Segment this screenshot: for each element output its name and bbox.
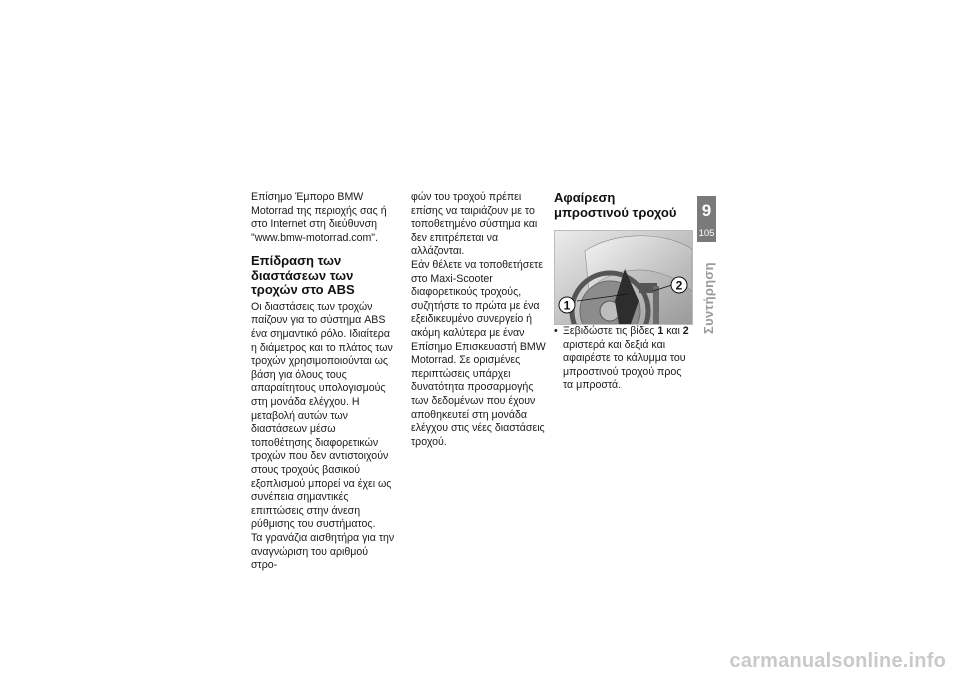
callout-2: 2 [675, 278, 683, 293]
wheels-paragraph: Εάν θέλετε να τοποθετήσετε στο Maxi-Scooter διαφορετικούς τροχούς, συζητήστε το πρώτα με ένα εξειδικευμένο συνεργείο ή ακόμη καλύτερα με έναν Επίσημο Επισκευαστή BMW Motorrad. Σε ορισμένες περιπτώσεις υπάρχει δυνατότητα προσαρμογής των δεδομένων που έχουν αποθηκευτεί στη μονάδα ελέγχου στις νέες διαστάσεις τροχού. [411, 258, 546, 448]
bullet-and: και [666, 325, 680, 337]
remove-wheel-heading: Αφαίρεση μπροστινού τροχού [554, 190, 677, 220]
bullet-text-pre: Ξεβιδώστε τις βίδες [563, 325, 655, 337]
continuation-paragraph: φών του τροχού πρέπει επίσης να ταιριάζουν με το τοποθετημένο σύστημα και δεν επιτρέπεται να αλλάζονται. [411, 191, 538, 258]
watermark: carmanualsonline.info [729, 650, 946, 672]
abs-heading: Επίδραση των διαστάσεων των τροχών στο ABS [251, 253, 355, 298]
screw-ref-1: 1 [657, 325, 664, 337]
sensor-paragraph: Τα γρανάζια αισθητήρα για την αναγνώριση του αριθμού στρο- [251, 531, 395, 572]
section-label: Συντήρηση [701, 262, 716, 334]
chapter-number: 9 [701, 201, 712, 220]
front-wheel-figure [554, 230, 693, 325]
screw-ref-2: 2 [682, 325, 689, 337]
instruction-bullet [554, 325, 692, 393]
text-column-3 [554, 191, 692, 393]
page-number: 105 [698, 228, 715, 239]
bullet-dot: • [554, 325, 558, 337]
front-wheel-illustration [555, 231, 692, 324]
callout-1: 1 [563, 298, 571, 313]
text-column-2 [411, 191, 548, 449]
abs-paragraph: Οι διαστάσεις των τροχών παίζουν για το σύστημα ABS ένα σημαντικό ρόλο. Ιδιαίτερα η διάμετρος και το πλάτος των τροχών χρησιμοποιούνται ως βάση για όλους τους απαραίτητους υπολογισμούς στη μονάδα ελέγχου. Η μεταβολή αυτών των διαστάσεων μέσω τοποθέτησης διαφορετικών τροχών που δεν αντιστοιχούν στους τροχούς βασικού εξοπλισμού μπορεί να έχει ως συνέπεια σημαντικές επιπτώσεις στην άνεση ρύθμισης του συστήματος. [251, 300, 393, 531]
bullet-text-post: αριστερά και δεξιά και αφαιρέστε το κάλυμμα του μπροστινού τροχού προς τα μπροστά. [563, 338, 686, 392]
intro-paragraph: Επίσημο Έμπορο BMW Motorrad της περιοχής σας ή στο Internet στη διεύθυνση "www.bmw-motorrad.com". [251, 191, 387, 244]
text-column-1 [251, 191, 397, 573]
